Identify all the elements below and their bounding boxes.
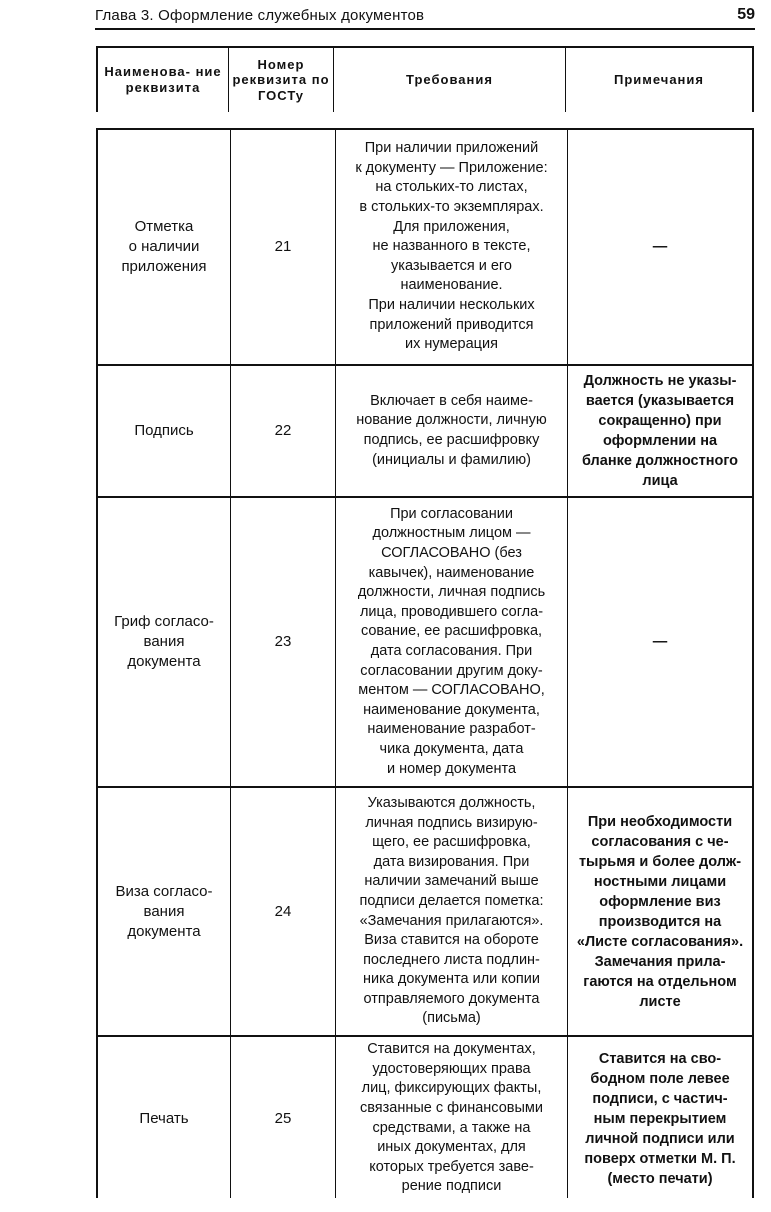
header-number: Номер реквизита по ГОСТу xyxy=(232,56,330,103)
table-row xyxy=(98,788,230,1035)
requisite-number: 22 xyxy=(274,422,292,439)
requisite-number-cell xyxy=(231,1037,335,1200)
requirements-cell xyxy=(336,130,567,364)
requisite-number: 24 xyxy=(274,902,292,920)
requisite-notes: — xyxy=(652,239,668,255)
requisite-number-cell xyxy=(231,788,335,1035)
header-name: Наименова- ние реквизита xyxy=(104,64,222,95)
requisite-number-cell xyxy=(231,498,335,786)
requisite-requirements: При наличии приложений к документу — Приложение: на стольких-то листах, в стольких-то экземплярах. Для приложения, не названного в тексте, указывается и его наименование. При наличии нескольких приложений приводится их нумерация xyxy=(355,140,548,353)
requisite-notes: При необходимости согласования с че- тырьмя и более долж- ностными лицами оформление виз производится на «Листе согласования». Замечания прила- гаются на отдельном листе xyxy=(576,813,744,1010)
requisite-notes: Ставится на сво- бодном поле левее подписи, с частич- ным перекрытием личной подписи или поверх отметки М. П. (место печати) xyxy=(584,1050,736,1187)
notes-cell xyxy=(568,1037,752,1200)
notes-cell xyxy=(568,366,752,496)
requisite-name: Подпись xyxy=(134,422,194,439)
header-notes: Примечания xyxy=(613,72,704,88)
running-head xyxy=(95,6,755,30)
notes-cell xyxy=(568,498,752,786)
header-requirements: Требования xyxy=(406,72,493,88)
requisite-requirements: Включает в себя наиме- нование должности, личную подпись, ее расшифровку (инициалы и фамилию) xyxy=(356,392,547,468)
table-row xyxy=(98,366,230,496)
requisite-requirements: При согласовании должностным лицом — СОГЛАСОВАНО (без кавычек), наименование должности, личная подпись лица, проводившего согла- сование, ее расшифровка, дата согласования. При согласовании другим доку- ментом — СОГЛАСОВАНО, наименование документа, наименование разработ- чика документа, дата и номер документа xyxy=(357,505,546,777)
requisite-name: Печать xyxy=(139,1109,189,1127)
requirements-cell xyxy=(336,366,567,496)
requisite-number: 23 xyxy=(274,633,292,650)
table-row xyxy=(98,130,230,364)
table-row xyxy=(98,498,230,786)
requisite-number: 25 xyxy=(274,1109,292,1127)
requisite-requirements: Ставится на документах, удостоверяющих права лиц, фиксирующих факты, связанные с финансовыми средствами, а также на иных документах, для которых требуется заве- рение подписи xyxy=(360,1041,543,1195)
notes-cell xyxy=(568,788,752,1035)
notes-cell xyxy=(568,130,752,364)
table-header xyxy=(96,46,754,112)
requisite-number-cell xyxy=(231,130,335,364)
requirements-cell xyxy=(336,1037,567,1200)
requisite-name: Гриф согласо- вания документа xyxy=(114,613,214,670)
table-row xyxy=(98,1037,230,1200)
requisite-number: 21 xyxy=(274,238,292,255)
chapter-title: Глава 3. Оформление служебных документов xyxy=(95,7,425,24)
requisite-notes: — xyxy=(652,634,668,650)
requisite-requirements: Указываются должность, личная подпись визирую- щего, ее расшифровка, дата визирования. При наличии замечаний выше подписи делается пометка: «Замечания прилагаются». Виза ставится на обороте последнего листа подлин- ника документа или копии отправляемого документа (письма) xyxy=(359,794,544,1027)
requisites-table xyxy=(96,128,754,1198)
requisite-name: Виза согласо- вания документа xyxy=(115,882,213,940)
requisite-name: Отметка о наличии приложения xyxy=(121,218,207,275)
page-number: 59 xyxy=(737,6,755,23)
requirements-cell xyxy=(336,788,567,1035)
requisite-number-cell xyxy=(231,366,335,496)
requisite-notes: Должность не указы- вается (указывается сокращенно) при оформлении на бланке должностного лица xyxy=(581,373,739,489)
requirements-cell xyxy=(336,498,567,786)
